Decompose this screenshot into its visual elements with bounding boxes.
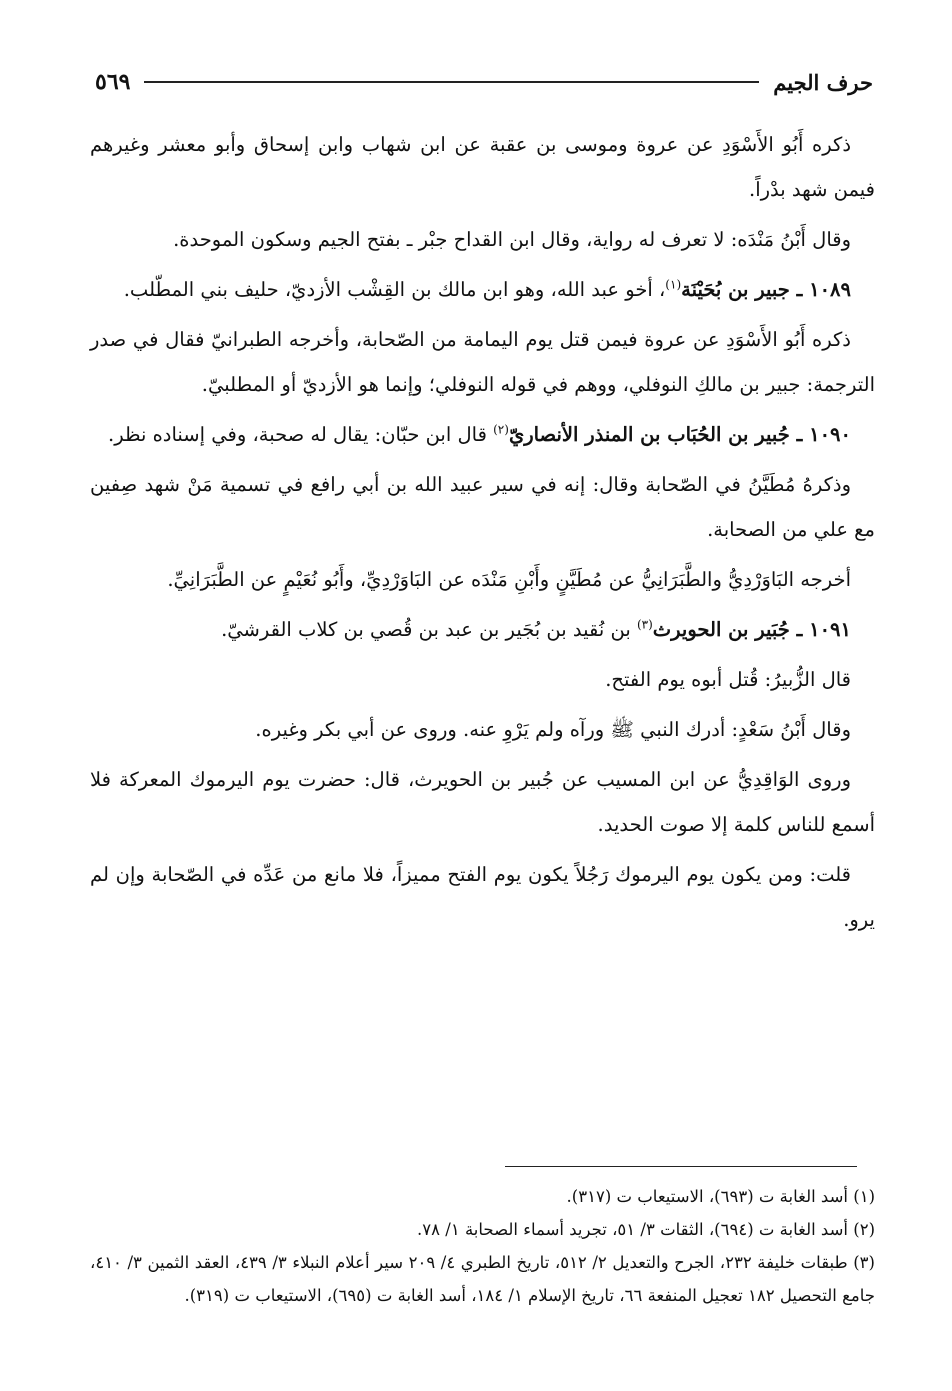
entry-1090 xyxy=(90,412,875,457)
footnote-ref: (٣) xyxy=(636,617,653,632)
footnote: (٢) أسد الغابة ت (٦٩٤)، الثقات ٣/ ٥١، تجريد أسماء الصحابة ١/ ٧٨. xyxy=(417,1220,875,1239)
paragraph: أخرجه البَاوَرْدِيُّ والطَّبَرَانِيُّ عن مُطَيَّنٍ وأَبْنِ مَنْدَه عن البَاوَرْدِيِّ، وأَبُو نُعَيْمٍ عن الطَّبَرَانِيِّ. xyxy=(167,568,851,591)
footnote-ref: (١) xyxy=(665,277,682,292)
entry-heading: ١٠٨٩ ـ جبير بن بُحَيْنَة xyxy=(681,278,851,301)
footnote-rule xyxy=(505,1166,857,1167)
paragraph: ذكره أَبُو الأَسْوَدِ عن عروة فيمن قتل يوم اليمامة من الصّحابة، وأخرجه الطبرانيّ فقال في صدر الترجمة: جبير بن مالكِ النوفلي، ووهم في قوله النوفلي؛ وإنما هو الأزديّ أو المطلبيّ. xyxy=(90,328,875,396)
paragraph: وقال أَبْنُ مَنْدَه: لا تعرف له رواية، وقال ابن القداح جبْر ـ بفتح الجيم وسكون الموحدة. xyxy=(173,228,851,251)
running-head: حرف الجيم xyxy=(773,69,873,95)
entry-1091 xyxy=(90,607,875,652)
footnotes xyxy=(90,1180,875,1312)
entry-text: ، أخو عبد الله، وهو ابن مالك بن القِشْب الأزديّ، حليف بني المطّلب. xyxy=(123,278,666,301)
paragraph: وذكرهُ مُطَيَّنُ في الصّحابة وقال: إنه في سير عبيد الله بن أبي رافع في تسمية مَنْ شهد صِفين مع علي من الصحابة. xyxy=(90,473,875,541)
page-header xyxy=(95,62,873,102)
entry-text: بن نُقيد بن بُجَير بن عبد بن قُصي بن كلاب القرشيّ. xyxy=(221,618,637,641)
page-number: ٥٦٩ xyxy=(95,69,131,95)
entry-text: قال ابن حبّان: يقال له صحبة، وفي إسناده نظر. xyxy=(108,423,494,446)
footnote-ref: (٢) xyxy=(493,422,509,437)
header-rule xyxy=(144,81,759,83)
entry-heading: ١٠٩٠ ـ جُبير بن الحُبَاب بن المنذر الأنصاريّ xyxy=(508,423,851,446)
entry-heading: ١٠٩١ ـ جُبَير بن الحويرث xyxy=(652,618,851,641)
paragraph: قال الزُّبيرُ: قُتل أبوه يوم الفتح. xyxy=(605,668,851,691)
entry-1089 xyxy=(90,267,875,312)
paragraph: وروى الوَاقِدِيُّ عن ابن المسيب عن جُبير بن الحويرث، قال: حضرت يوم اليرموك المعركة فلا أسمع للناس كلمة إلا صوت الحديد. xyxy=(90,768,875,836)
paragraph: وقال أَبْنُ سَعْدٍ: أدرك النبي ﷺ ورآه ولم يَرْوِ عنه. وروى عن أبي بكر وغيره. xyxy=(255,718,851,741)
main-text xyxy=(90,122,875,947)
paragraph: قلت: ومن يكون يوم اليرموك رَجُلاً يكون يوم الفتح مميزاً، فلا مانع من عَدِّه في الصّحابة وإن لم يرو. xyxy=(90,863,875,931)
paragraph: ذكره أَبُو الأَسْوَدِ عن عروة وموسى بن عقبة عن ابن شهاب وابن إسحاق وأبو معشر وغيرهم فيمن شهد بدْراً. xyxy=(90,133,875,201)
footnote: (١) أسد الغابة ت (٦٩٣)، الاستيعاب ت (٣١٧). xyxy=(566,1187,875,1206)
footnote: (٣) طبقات خليفة ٢٣٢، الجرح والتعديل ٢/ ٥١٢، تاريخ الطبري ٤/ ٢٠٩ سير أعلام النبلاء ٣/ ٤٣٩، العقد الثمين ٣/ ٤١٠، جامع التحصيل ١٨٢ تعجيل المنفعة ٦٦، تاريخ الإسلام ١/ ١٨٤، أسد الغابة ت (٦٩٥)، الاستيعاب ت (٣١٩). xyxy=(90,1253,875,1305)
